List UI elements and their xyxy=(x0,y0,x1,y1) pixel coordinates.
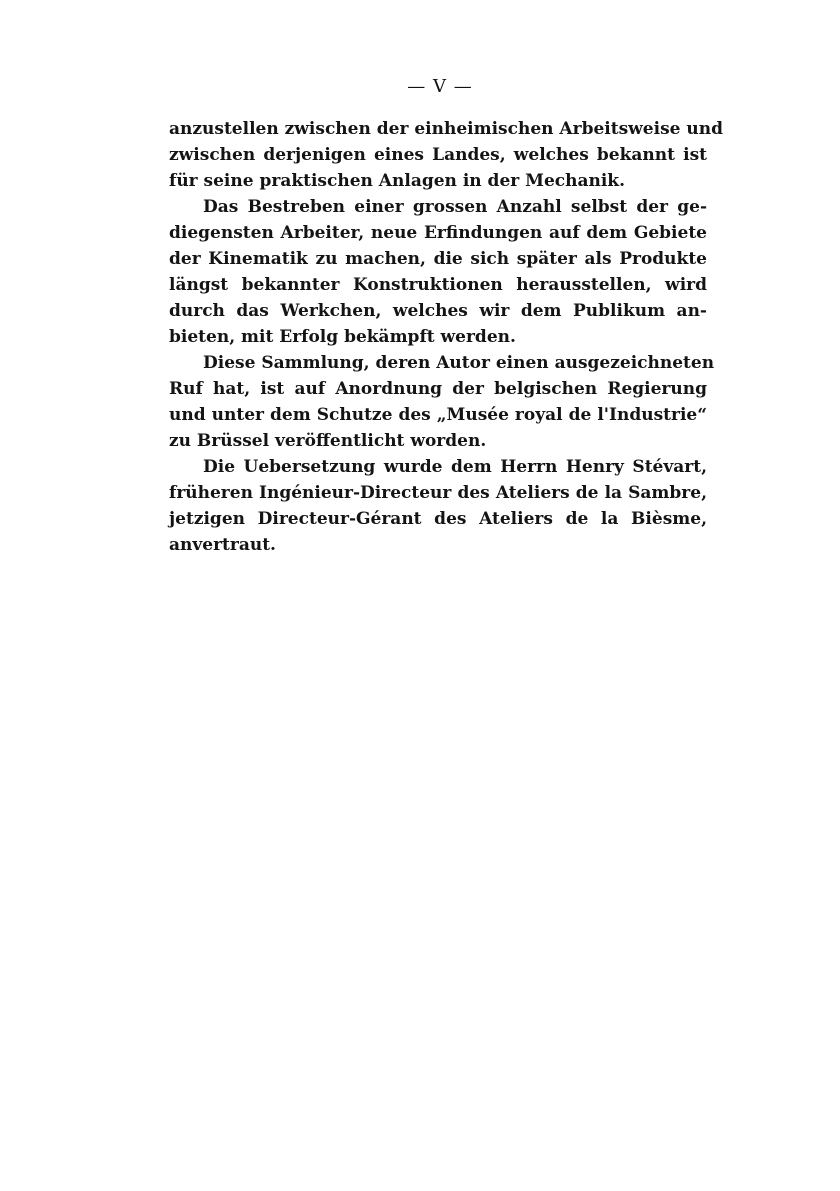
paragraph-2 xyxy=(169,194,707,350)
text-line: für seine praktischen Anlagen in der Mechanik. xyxy=(169,171,626,191)
text-line: zwischen derjenigen eines Landes, welches bekannt ist xyxy=(169,145,707,165)
text-line: diegensten Arbeiter, neue Erfindungen auf dem Gebiete xyxy=(169,223,707,243)
text-line: Die Uebersetzung wurde dem Herrn Henry Stévart, xyxy=(203,457,707,477)
text-line: jetzigen Directeur-Gérant des Ateliers de la Bièsme, xyxy=(169,509,707,529)
text-line: Das Bestreben einer grossen Anzahl selbst der ge- xyxy=(203,197,707,217)
page-number: — V — xyxy=(407,76,473,97)
text-line: und unter dem Schutze des „Musée royal de l'Industrie“ xyxy=(169,405,707,425)
text-line: anzustellen zwischen der einheimischen Arbeitsweise und xyxy=(169,119,723,139)
paragraph-4 xyxy=(169,454,707,558)
text-line: zu Brüssel veröffentlicht worden. xyxy=(169,431,487,451)
text-line: längst bekannter Konstruktionen herausstellen, wird xyxy=(169,275,707,295)
body-text xyxy=(169,116,723,558)
text-line: der Kinematik zu machen, die sich später als Produkte xyxy=(169,249,707,269)
paragraph-1 xyxy=(169,116,723,194)
text-line: durch das Werkchen, welches wir dem Publikum an- xyxy=(169,301,707,321)
text-line: Ruf hat, ist auf Anordnung der belgischen Regierung xyxy=(169,379,707,399)
text-line: Diese Sammlung, deren Autor einen ausgezeichneten xyxy=(203,353,715,373)
text-line: früheren Ingénieur-Directeur des Ateliers de la Sambre, xyxy=(169,483,707,503)
text-line: anvertraut. xyxy=(169,535,276,555)
text-line: bieten, mit Erfolg bekämpft werden. xyxy=(169,327,516,347)
paragraph-3 xyxy=(169,350,715,454)
